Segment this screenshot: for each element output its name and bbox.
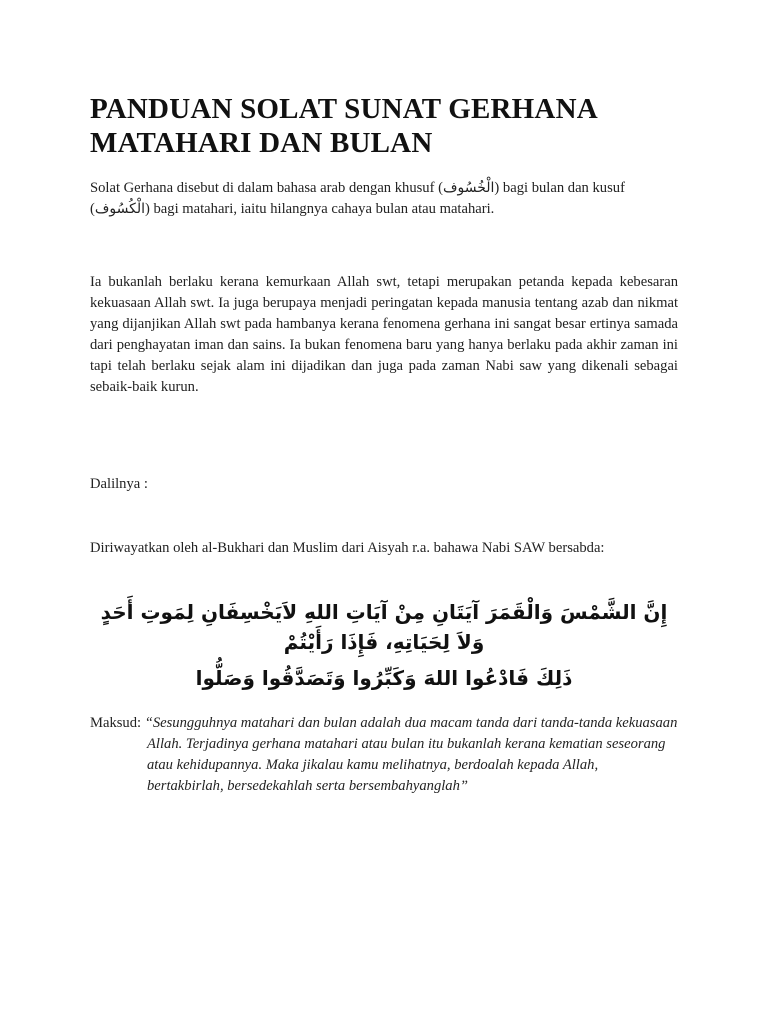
maksud-translation: “Sesungguhnya matahari dan bulan adalah dua macam tanda dari tanda-tanda kekuasaan Allah. Terjadinya gerhana matahari atau bulan itu bukanlah kerana kematian seseorang atau kehidupannya. Maka jikalau kamu melihatnya, berdoalah kepada Allah, bertakbirlah, bersedekahlah serta bersembahyanglah” [144,715,678,794]
intro-text-part1: Solat Gerhana disebut di dalam bahasa arab dengan khusuf ( [90,180,443,196]
hadith-line-2: ذَلِكَ فَادْعُوا اللهَ وَكَبِّرُوا وَتَصَدَّقُوا وَصَلُّوا [195,666,573,690]
intro-text-part3: ) bagi matahari, iaitu hilangnya cahaya bulan atau matahari. [145,201,495,217]
intro-text-part2: ) bagi bulan dan kusuf ( [90,180,625,217]
arabic-term-khusuf: الْخُسُوف [442,180,495,196]
maksud-paragraph [90,713,678,797]
narration-paragraph: Diriwayatkan oleh al-Bukhari dan Muslim dari Aisyah r.a. bahawa Nabi SAW bersabda: [90,540,605,556]
explanation-paragraph: Ia bukanlah berlaku kerana kemurkaan Allah swt, tetapi merupakan petanda kepada kebesaran kekuasaan Allah swt. Ia juga berupaya menjadi peringatan kepada manusia tentang azab dan nikmat yang dijanjikan Allah swt pada hambanya kerana fenomena gerhana ini sangat besar ertinya samada dari penghayatan iman dan sains. Ia bukan fenomena baru yang hanya berlaku pada akhir zaman ini tapi telah berlaku sejak alam ini dijadikan dan juga pada zaman Nabi saw yang dikenali sebagai sebaik-baik kurun. [90,274,678,395]
hadith-line-1: إِنَّ الشَّمْسَ وَالْقَمَرَ آيَتَانِ مِنْ آيَاتِ اللهِ لاَيَخْسِفَانِ لِمَوتِ أَحَدٍ وَلاَ لِحَيَاتِهِ، فَإِذَا رَأَيْتُمْ [100,600,668,654]
arabic-term-kusuf: الْكُسُوف [94,201,145,217]
maksud-label: Maksud: [90,715,142,731]
page-title: PANDUAN SOLAT SUNAT GERHANA MATAHARI DAN BULAN [90,93,597,159]
intro-paragraph [90,178,678,220]
document-page [90,92,678,797]
dalil-label: Dalilnya : [90,476,148,492]
